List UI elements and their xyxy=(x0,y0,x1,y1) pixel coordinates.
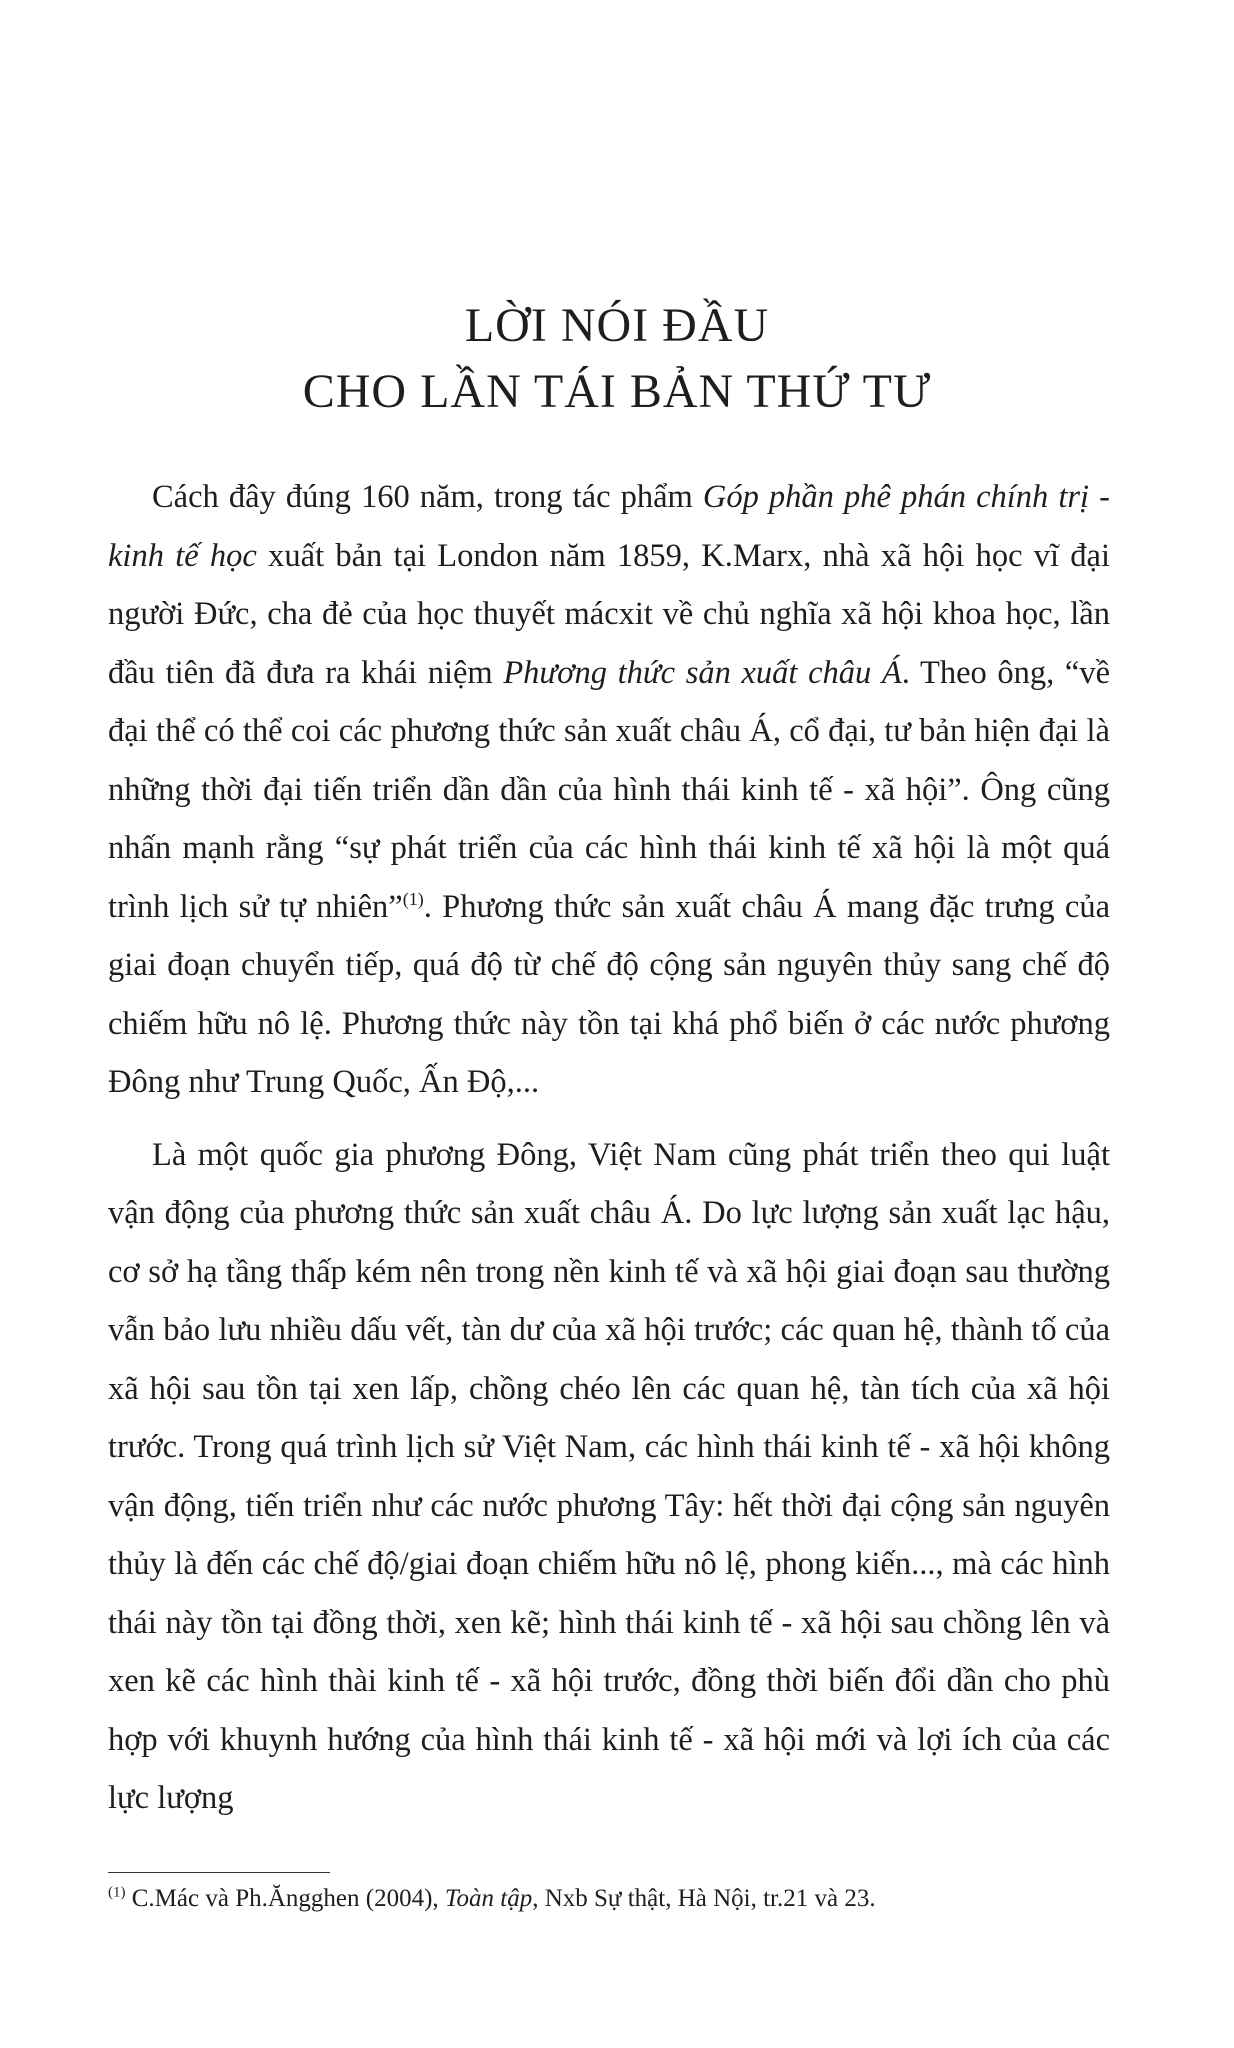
paragraph-1 xyxy=(108,468,1110,1112)
page-title-line-1: LỜI NÓI ĐẦU xyxy=(464,299,770,352)
footnote xyxy=(108,1882,1110,1916)
paragraph-1-text-c: . Theo ông, “về đại thể có thể coi các phương thức sản xuất châu Á, cổ đại, tư bản hiện đại là những thời đại tiến triển dần dần của hình thái kinh tế - xã hội”. Ông cũng nhấn mạnh rằng “sự phát triển của các hình thái kinh tế xã hội là một quá trình lịch sử tự nhiên” xyxy=(108,654,1111,925)
paragraph-1-text-a: Cách đây đúng 160 năm, trong tác phẩm xyxy=(152,479,703,515)
paragraph-1-text-b: xuất bản tại London năm 1859, K.Marx, nhà xã hội học vĩ đại người Đức, cha đẻ của học thuyết mácxit về chủ nghĩa xã hội khoa học, lần đầu tiên đã đưa ra khái niệm xyxy=(108,537,1111,691)
body-text xyxy=(108,468,1110,1828)
paragraph-1-text-d: . Phương thức sản xuất châu Á mang đặc trưng của giai đoạn chuyển tiếp, quá độ từ chế độ cộng sản nguyên thủy sang chế độ chiếm hữu nô lệ. Phương thức này tồn tại khá phổ biến ở các nước phương Đông như Trung Quốc, Ấn Độ,... xyxy=(108,888,1111,1100)
footnote-marker: (1) xyxy=(108,1884,126,1901)
footnote-divider xyxy=(108,1872,330,1873)
paragraph-2: Là một quốc gia phương Đông, Việt Nam cũng phát triển theo qui luật vận động của phương thức sản xuất châu Á. Do lực lượng sản xuất lạc hậu, cơ sở hạ tầng thấp kém nên trong nền kinh tế và xã hội giai đoạn sau thường vẫn bảo lưu nhiều dấu vết, tàn dư của xã hội trước; các quan hệ, thành tố của xã hội sau tồn tại xen lấp, chồng chéo lên các quan hệ, tàn tích của xã hội trước. Trong quá trình lịch sử Việt Nam, các hình thái kinh tế - xã hội không vận động, tiến triển như các nước phương Tây: hết thời đại cộng sản nguyên thủy là đến các chế độ/giai đoạn chiếm hữu nô lệ, phong kiến..., mà các hình thái này tồn tại đồng thời, xen kẽ; hình thái kinh tế - xã hội sau chồng lên và xen kẽ các hình thài kinh tế - xã hội trước, đồng thời biến đổi dần cho phù hợp với khuynh hướng của hình thái kinh tế - xã hội mới và lợi ích của các lực lượng xyxy=(108,1136,1110,1816)
footnote-title: Toàn tập xyxy=(444,1885,533,1912)
footnote-text-a: C.Mác và Ph.Ăngghen (2004), xyxy=(125,1885,445,1912)
page-title-line-2: CHO LẦN TÁI BẢN THỨ TƯ xyxy=(302,365,932,418)
work-title: Góp phần phê phán chính trị - kinh tế học xyxy=(108,479,1110,574)
concept-term: Phương thức sản xuất châu Á xyxy=(503,654,902,691)
footnote-reference: (1) xyxy=(402,888,424,909)
footnote-text-b: , Nxb Sự thật, Hà Nội, tr.21 và 23. xyxy=(532,1885,876,1912)
